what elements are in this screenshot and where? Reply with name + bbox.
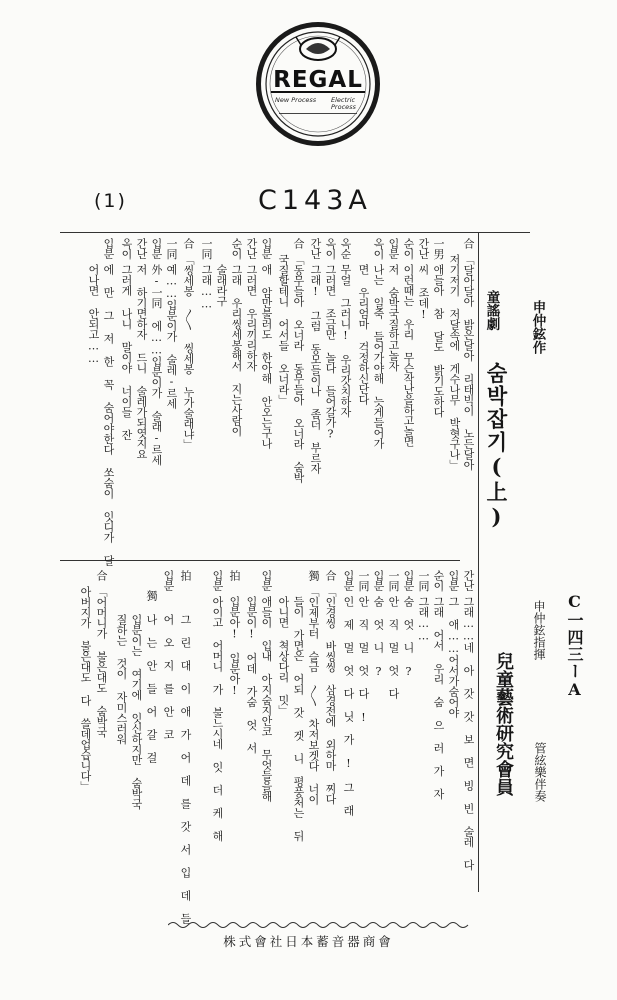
lower-line-2-cue: 입분 [447, 570, 460, 591]
upper-line-1-text: 「달아달아 밝은달아 리태빅이 노든달아 [462, 254, 475, 470]
author: 申仲鉉作 [529, 300, 546, 354]
upper-line-20-text: 예……입분이가 술레-르세 [165, 264, 178, 409]
lower-line-5-text: 숨 엇 니 ? [402, 596, 415, 678]
upper-line-16-text: 그래 우리씽세봉해서 지는사람이 [230, 264, 243, 436]
lower-line-17-cue: 입분 [211, 570, 224, 591]
upper-line-5-text: 이런때는 우리 무슨작난을하고놀면 [402, 264, 415, 447]
lower-line-18-text: 그 린 대 이 애 가 어 데 를 갓 서 입 데 들 [179, 614, 192, 924]
page-number: (1) [94, 190, 127, 212]
lower-line-24-text: 아버지가 불은대도 다 쓸데업습니다」 [79, 586, 92, 792]
upper-line-14-text: 애 암만불러도 한아해 안오는구나 [260, 264, 273, 449]
upper-line-6-cue: 입분 [387, 238, 400, 259]
upper-line-11-text: 그래! 그럼 동모들이나 좀더 부르자 [309, 264, 322, 474]
upper-line-12-text: 「동무들아 오너라 동무들아 오너라 숨박 [292, 254, 305, 483]
title: 숨박잡기(上) [484, 362, 509, 531]
publisher-footer: 株式會社日本蓄音器商會 [223, 934, 394, 949]
upper-line-9-text: 무얼 그러니! 우리갓치하자 [339, 264, 352, 417]
upper-line-8-text: 면 우리엄마 걱정하신단다 [357, 264, 370, 405]
lower-line-5-cue: 입분 [402, 570, 415, 591]
lower-line-9-cue: 입분 [342, 570, 355, 591]
logo-brand: REGAL [273, 67, 363, 93]
upper-line-19-text: 「씽세봉 〱 씽세봉 누가술래냐」 [182, 254, 195, 450]
lower-line-16-cue: 拍 [228, 570, 241, 581]
upper-line-9-cue: 옥순 [339, 238, 352, 259]
lower-line-14-text: 애들이 입내 아지숨지안코 무엇들을해 [260, 596, 273, 802]
upper-line-1-cue: 合 [462, 238, 475, 249]
upper-line-7-cue: 옥이 [372, 238, 385, 259]
upper-line-3-cue: 一男 [432, 238, 445, 259]
lower-line-1-cue: 간난 [462, 570, 475, 591]
lower-line-3-text: 그래 어서 우리 숨 으 러 가 자 [432, 596, 445, 799]
upper-line-23-text: 그러게 나니 말이야 너이들 잔 [120, 264, 133, 440]
upper-line-22-text: 저 하기면하자 드니 술레가되엿지요 [135, 264, 148, 459]
lower-line-4-text: 그래…… [417, 596, 430, 642]
regal-logo [256, 22, 380, 146]
lower-line-21-text: 입분이는 여기에 잇신하지만 숨박국 [130, 614, 143, 809]
logo-right-text: Electric Process [331, 96, 356, 111]
upper-line-10-text: 그러면 조금만 놀다 들어갈가? [324, 264, 337, 440]
genre: 童謠劇 [483, 290, 500, 331]
lower-line-6-text: 안 직 멀 엇 다 [387, 596, 400, 699]
lower-line-1-text: 그래……네 아 갓 갓 보 면 빙 빈 술레 다 [462, 596, 475, 870]
catalog-vertical: C一四三ーA [565, 592, 584, 700]
lower-line-23-cue: 合 [95, 570, 108, 581]
lower-line-17-text: 아이고 어머니 가 불느시네 잇 더 케 해 [211, 596, 224, 841]
upper-line-16-cue: 순이 [230, 238, 243, 259]
upper-line-2-text: 저기저기 저달속에 게수나무 박혓구나」 [448, 254, 461, 470]
upper-line-22-cue: 간난 [135, 238, 148, 259]
upper-line-11-cue: 간난 [309, 238, 322, 259]
lower-line-23-text: 「어머니가 불은대도 숨박국 [95, 586, 108, 737]
lower-line-13-text: 아니면 쳑상다리 밋」 [277, 596, 290, 716]
side-rule [478, 232, 479, 892]
upper-line-3-text: 애들아 참 달도 밝기도하다 [432, 264, 445, 417]
lower-line-12-text: 들이 가면은 어되 갓 겟 니 평풍처는 뒤 [292, 596, 305, 841]
upper-line-15-cue: 간난 [245, 238, 258, 259]
upper-line-15-text: 그러면 우리끼리하자 [245, 264, 258, 371]
upper-line-23-cue: 옥이 [120, 238, 133, 259]
lower-line-14-cue: 입분 [260, 570, 273, 591]
director: 申仲鉉指揮 [532, 600, 546, 660]
lower-line-10-text: 「인경씽 바씽씽 삼경전에 외하마 찌다 [324, 586, 337, 804]
middle-rule [60, 560, 460, 561]
lower-line-3-cue: 순이 [432, 570, 445, 591]
upper-line-18-cue: 一同 [200, 238, 213, 259]
top-rule [60, 232, 530, 233]
upper-line-10-cue: 옥이 [324, 238, 337, 259]
lower-line-4-cue: 一同 [417, 570, 430, 591]
upper-line-12-cue: 合 [292, 238, 305, 249]
lower-line-20-cue: 獨 [145, 590, 158, 601]
lower-line-20-text: 나 는 안 들 어 갈 걸 [145, 614, 158, 763]
lower-line-19-text: 어 오 지 를 안 코 [162, 614, 175, 740]
lower-line-11-cue: 獨 [307, 570, 320, 581]
lower-line-10-cue: 合 [324, 570, 337, 581]
upper-line-6-text: 저 숨박국질하고놀자 [387, 264, 400, 371]
lower-line-9-text: 인 제 멀 엇 다 닛 가 ! 그 래 [342, 596, 355, 816]
lower-line-7-cue: 입분 [372, 570, 385, 591]
lower-line-18-cue: 拍 [179, 570, 192, 581]
catalog-number: C143A [258, 185, 372, 216]
upper-line-20-cue: 一同 [165, 238, 178, 259]
upper-line-5-cue: 순이 [402, 238, 415, 259]
upper-line-18-text: 그래…… [200, 264, 213, 310]
upper-line-24-cue: 입분 [102, 238, 115, 259]
lower-line-7-text: 숨 엇 니 ? [372, 596, 385, 678]
lower-line-19-cue: 입분 [162, 570, 175, 591]
logo-left-text: New Process [275, 96, 317, 104]
upper-line-4-text: 씨 조데! [417, 264, 430, 321]
wavy-divider [168, 920, 473, 930]
upper-line-7-text: 나는 일죽 들어가야해 늣게들어가 [372, 264, 385, 449]
lower-line-8-text: 안 직 멀 엇 다 ! [357, 596, 370, 724]
upper-line-21-cue: 입분 [150, 238, 163, 259]
lower-line-8-cue: 一同 [357, 570, 370, 591]
upper-line-17-text: 술래라구 [215, 264, 228, 306]
upper-line-19-cue: 合 [182, 238, 195, 249]
lower-line-16-text: 입분아! 입분아! [228, 596, 241, 697]
lower-line-6-cue: 一同 [387, 570, 400, 591]
music: 管絃樂伴奏 [533, 742, 547, 802]
upper-line-21-text: 外-一同 에……입분이가 술래-르세 [150, 264, 163, 465]
upper-line-4-cue: 간난 [417, 238, 430, 259]
lower-line-2-text: 그 애……어서가숨어야 [447, 596, 460, 718]
lower-line-11-text: 「인제부터 슬금 〱 차저보겟다 너이 [307, 586, 320, 805]
upper-line-14-cue: 입분 [260, 238, 273, 259]
upper-line-13-text: 국질할테니 어서들 오너라」 [277, 254, 290, 405]
company: 兒童藝術研究會員 [493, 652, 514, 796]
lower-line-22-text: 질하는 것이 자미스러워 [115, 614, 128, 744]
upper-line-24-text: 에 만 그 저 한 꼭 숨어야한다 쏘숨이 잇디가 달 [102, 264, 115, 566]
upper-line-25-text: 어나면 안되고…… [87, 264, 100, 365]
lower-line-15-text: 입분이! 어데 가숨 엇 서 [245, 596, 258, 753]
